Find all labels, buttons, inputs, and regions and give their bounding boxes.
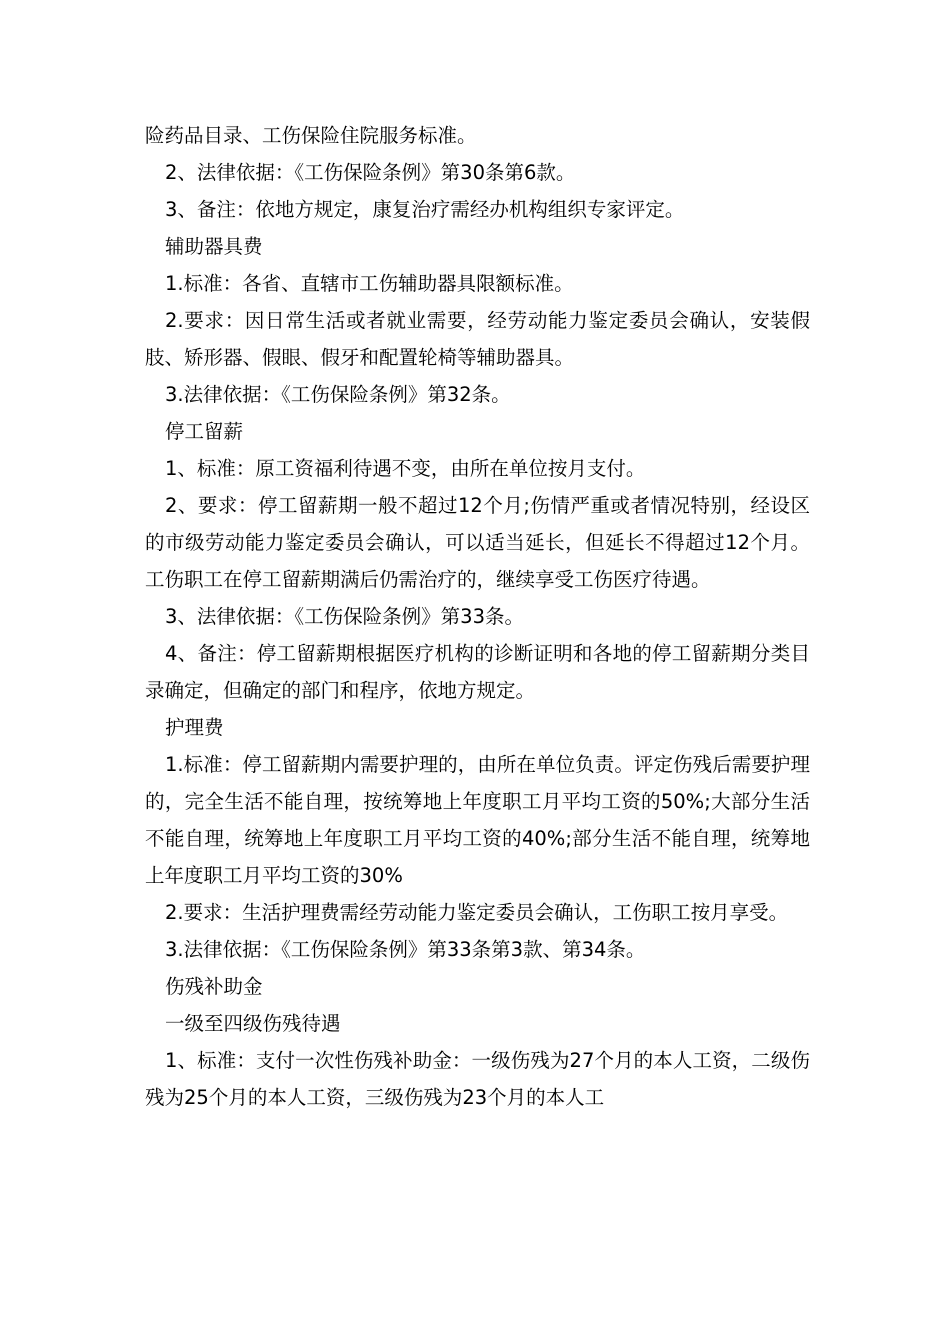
paragraph: 4、备注：停工留薪期根据医疗机构的诊断证明和各地的停工留薪期分类目录确定，但确定的部门和程序，依地方规定。 bbox=[145, 642, 810, 702]
paragraph: 1、标准：原工资福利待遇不变，由所在单位按月支付。 bbox=[165, 457, 646, 480]
section-heading: 伤残补助金 bbox=[165, 975, 263, 998]
section-heading: 护理费 bbox=[165, 716, 224, 739]
paragraph: 3、备注：依地方规定，康复治疗需经办机构组织专家评定。 bbox=[165, 198, 685, 221]
section-heading: 停工留薪 bbox=[165, 420, 244, 443]
paragraph: 3.法律依据：《工伤保险条例》第32条。 bbox=[165, 383, 511, 406]
paragraph: 1.标准：停工留薪期内需要护理的，由所在单位负责。评定伤残后需要护理的，完全生活不能自理，按统筹地上年度职工月平均工资的50%;大部分生活不能自理，统筹地上年度职工月平均工资的40%;部分生活不能自理，统筹地上年度职工月平均工资的30% bbox=[145, 753, 810, 887]
paragraph: 2.要求：因日常生活或者就业需要，经劳动能力鉴定委员会确认，安装假肢、矫形器、假眼、假牙和配置轮椅等辅助器具。 bbox=[145, 309, 810, 369]
paragraph: 3.法律依据：《工伤保险条例》第33条第3款、第34条。 bbox=[165, 938, 646, 961]
document-body bbox=[145, 117, 810, 1116]
paragraph: 1.标准：各省、直辖市工伤辅助器具限额标准。 bbox=[165, 272, 574, 295]
paragraph: 2、法律依据：《工伤保险条例》第30条第6款。 bbox=[165, 161, 576, 184]
section-heading: 辅助器具费 bbox=[165, 235, 263, 258]
paragraph: 2、要求：停工留薪期一般不超过12个月;伤情严重或者情况特别，经设区的市级劳动能力鉴定委员会确认，可以适当延长，但延长不得超过12个月。工伤职工在停工留薪期满后仍需治疗的，继续享受工伤医疗待遇。 bbox=[145, 494, 810, 591]
paragraph: 1、标准：支付一次性伤残补助金：一级伤残为27个月的本人工资，二级伤残为25个月的本人工资，三级伤残为23个月的本人工 bbox=[145, 1049, 810, 1109]
paragraph: 3、法律依据：《工伤保险条例》第33条。 bbox=[165, 605, 524, 628]
section-heading: 一级至四级伤残待遇 bbox=[165, 1012, 341, 1035]
paragraph: 2.要求：生活护理费需经劳动能力鉴定委员会确认，工伤职工按月享受。 bbox=[165, 901, 789, 924]
paragraph: 险药品目录、工伤保险住院服务标准。 bbox=[145, 124, 477, 147]
